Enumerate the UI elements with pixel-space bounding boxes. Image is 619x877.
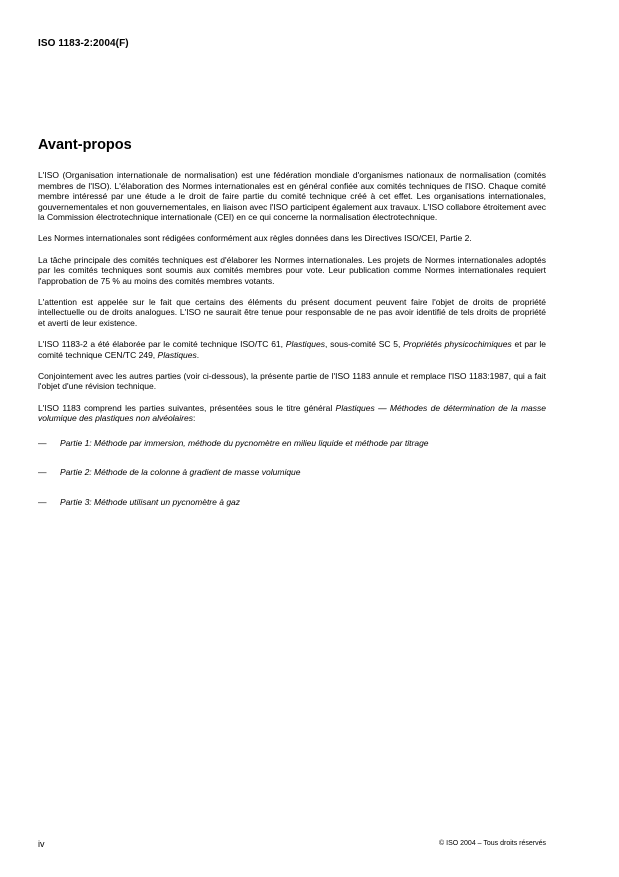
parts-intro-text-a: L'ISO 1183 comprend les parties suivantes, présentées sous le titre général — [38, 402, 336, 413]
list-item — [38, 467, 546, 478]
list-item-text: Partie 3: Méthode utilisant un pycnomètre à gaz — [60, 496, 241, 507]
foreword-body — [38, 170, 546, 526]
dash-bullet: — — [38, 496, 47, 507]
list-item — [38, 438, 546, 449]
paragraph-patent-rights: L'attention est appelée sur le fait que certains des éléments du présent document peuvent faire l'objet de droits de propriété intellectuelle ou de droits analogues. L'ISO ne saurait être tenue pour responsable de ne pas avoir identifié de tels droits de propriété et averti de leur existence. — [38, 296, 546, 329]
dash-bullet: — — [38, 467, 47, 478]
prepared-by-text-e: et par le comité technique CEN/TC 249, — [38, 339, 546, 360]
parts-list — [38, 438, 546, 508]
committee-name-plastiques: Plastiques — [285, 339, 325, 350]
prepared-by-text-a: L'ISO 1183-2 a été élaborée par le comité technique ISO/TC 61, — [38, 339, 286, 350]
subcommittee-name: Propriétés physicochimiques — [403, 339, 512, 350]
section-title: Avant-propos — [38, 137, 132, 153]
paragraph-technical-committees: La tâche principale des comités techniques est d'élaborer les Normes internationales. Les projets de Normes internationales adoptés par les comités techniques sont soumis aux comités membres pour vote. Leur publication comme Normes internationales requiert l'approbation de 75 % au moins des comités membres votants. — [38, 254, 546, 286]
prepared-by-text-g: . — [196, 349, 200, 360]
paragraph-iso-organisation: L'ISO (Organisation internationale de normalisation) est une fédération mondiale d'organismes nationaux de normalisation (comités membres de l'ISO). L'élaboration des Normes internationales est en général confiée aux comités techniques de l'ISO. Chaque comité membre intéressé par une étude a le droit de faire partie du comité technique créé à cet effet. Les organisations internationales, gouvernementales et non gouvernementales, en liaison avec l'ISO participent également aux travaux. L'ISO collabore étroitement avec la Commission électrotechnique internationale (CEI) en ce qui concerne la normalisation électrotechnique. — [38, 170, 546, 223]
prepared-by-text-c: , sous-comité SC 5, — [325, 339, 404, 350]
document-id-header: ISO 1183-2:2004(F) — [38, 38, 129, 49]
paragraph-directives: Les Normes internationales sont rédigées conformément aux règles données dans les Directives ISO/CEI, Partie 2. — [38, 233, 472, 244]
page-number: iv — [38, 839, 45, 849]
dash-bullet: — — [38, 437, 47, 448]
parts-intro-text-c: : — [192, 413, 196, 424]
list-item-text: Partie 1: Méthode par immersion, méthode du pycnomètre en milieu liquide et méthode par titrage — [60, 437, 429, 448]
general-title: Plastiques — Méthodes de détermination de la masse volumique des plastiques non alvéolaires — [38, 402, 546, 424]
paragraph-prepared-by — [38, 339, 546, 360]
copyright-notice: © ISO 2004 – Tous droits réservés — [439, 840, 546, 847]
paragraph-parts-intro — [38, 403, 546, 424]
list-item-text: Partie 2: Méthode de la colonne à gradient de masse volumique — [60, 467, 301, 478]
list-item — [38, 497, 546, 508]
paragraph-revision: Conjointement avec les autres parties (voir ci-dessous), la présente partie de l'ISO 1183 annule et remplace l'ISO 1183:1987, qui a fait l'objet d'une révision technique. — [38, 370, 546, 392]
cen-committee-name: Plastiques — [157, 349, 197, 360]
